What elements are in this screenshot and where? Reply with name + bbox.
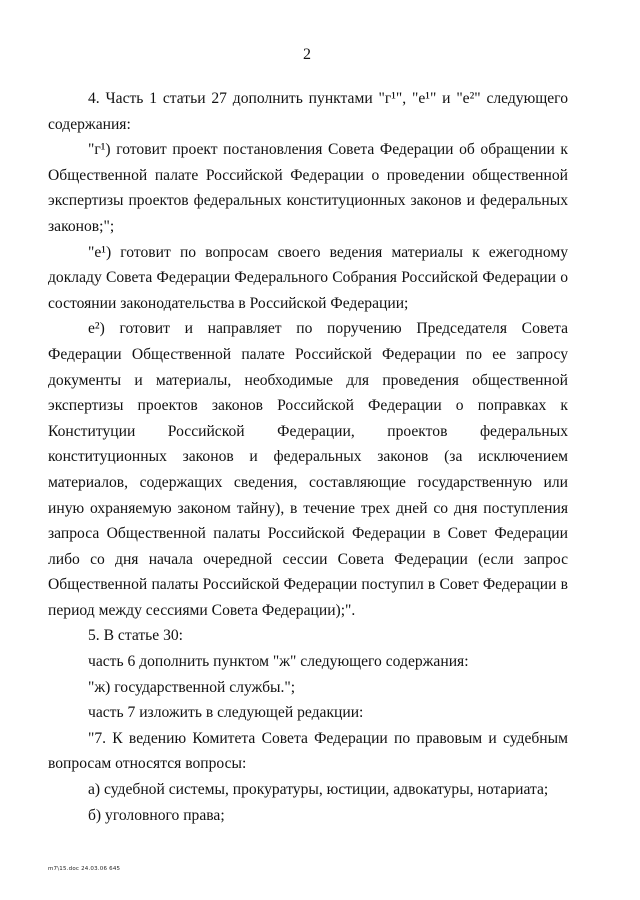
page-number: 2 [303,46,311,63]
paragraph-a: а) судебной системы, прокуратуры, юстиции, адвокатуры, нотариата; [88,781,549,799]
document-body [48,86,568,828]
paragraph-zh: "ж) государственной службы."; [88,678,296,696]
footer-file-info: m7\15.doc 24.03.06 645 [48,866,121,872]
paragraph-part-6: часть 6 дополнить пунктом "ж" следующего содержания: [88,653,469,671]
paragraph-part-7: часть 7 изложить в следующей редакции: [88,704,364,722]
paragraph-e1: "е¹) готовит по вопросам своего ведения материалы к ежегодному докладу Совета Федерации Федерального Собрания Российской Федерации о состоянии законодательства в Российской Федерации; [48,243,568,312]
paragraph-e2: е²) готовит и направляет по поручению Председателя Совета Федерации Общественной палате Российской Федерации по ее запросу документы и материалы, необходимые для проведения общественной экспертизы проектов законов Российской Федерации о поправках к Конституции Российской Федерации, проектов федеральных конституционных законов и федеральных законов (за исключением материалов, содержащих сведения, составляющие государственную или иную охраняемую законом тайну), в течение трех дней со дня поступления запроса Общественной палаты Российской Федерации в Совет Федерации либо со дня начала очередной сессии Совета Федерации (если запрос Общественной палаты Российской Федерации поступил в Совет Федерации в период между сессиями Совета Федерации);". [48,320,568,619]
paragraph-g1: "г¹) готовит проект постановления Совета Федерации об обращении к Общественной палате Российской Федерации о проведении общественной экспертизы проектов федеральных конституционных законов и федеральных законов;"; [48,141,568,235]
paragraph-item-4: 4. Часть 1 статьи 27 дополнить пунктами "г¹", "е¹" и "е²" следующего содержания: [48,90,568,133]
paragraph-item-7: "7. К ведению Комитета Совета Федерации по правовым и судебным вопросам относятся вопросы: [48,729,568,773]
paragraph-b: б) уголовного права; [88,806,225,824]
paragraph-item-5: 5. В статье 30: [88,627,184,645]
